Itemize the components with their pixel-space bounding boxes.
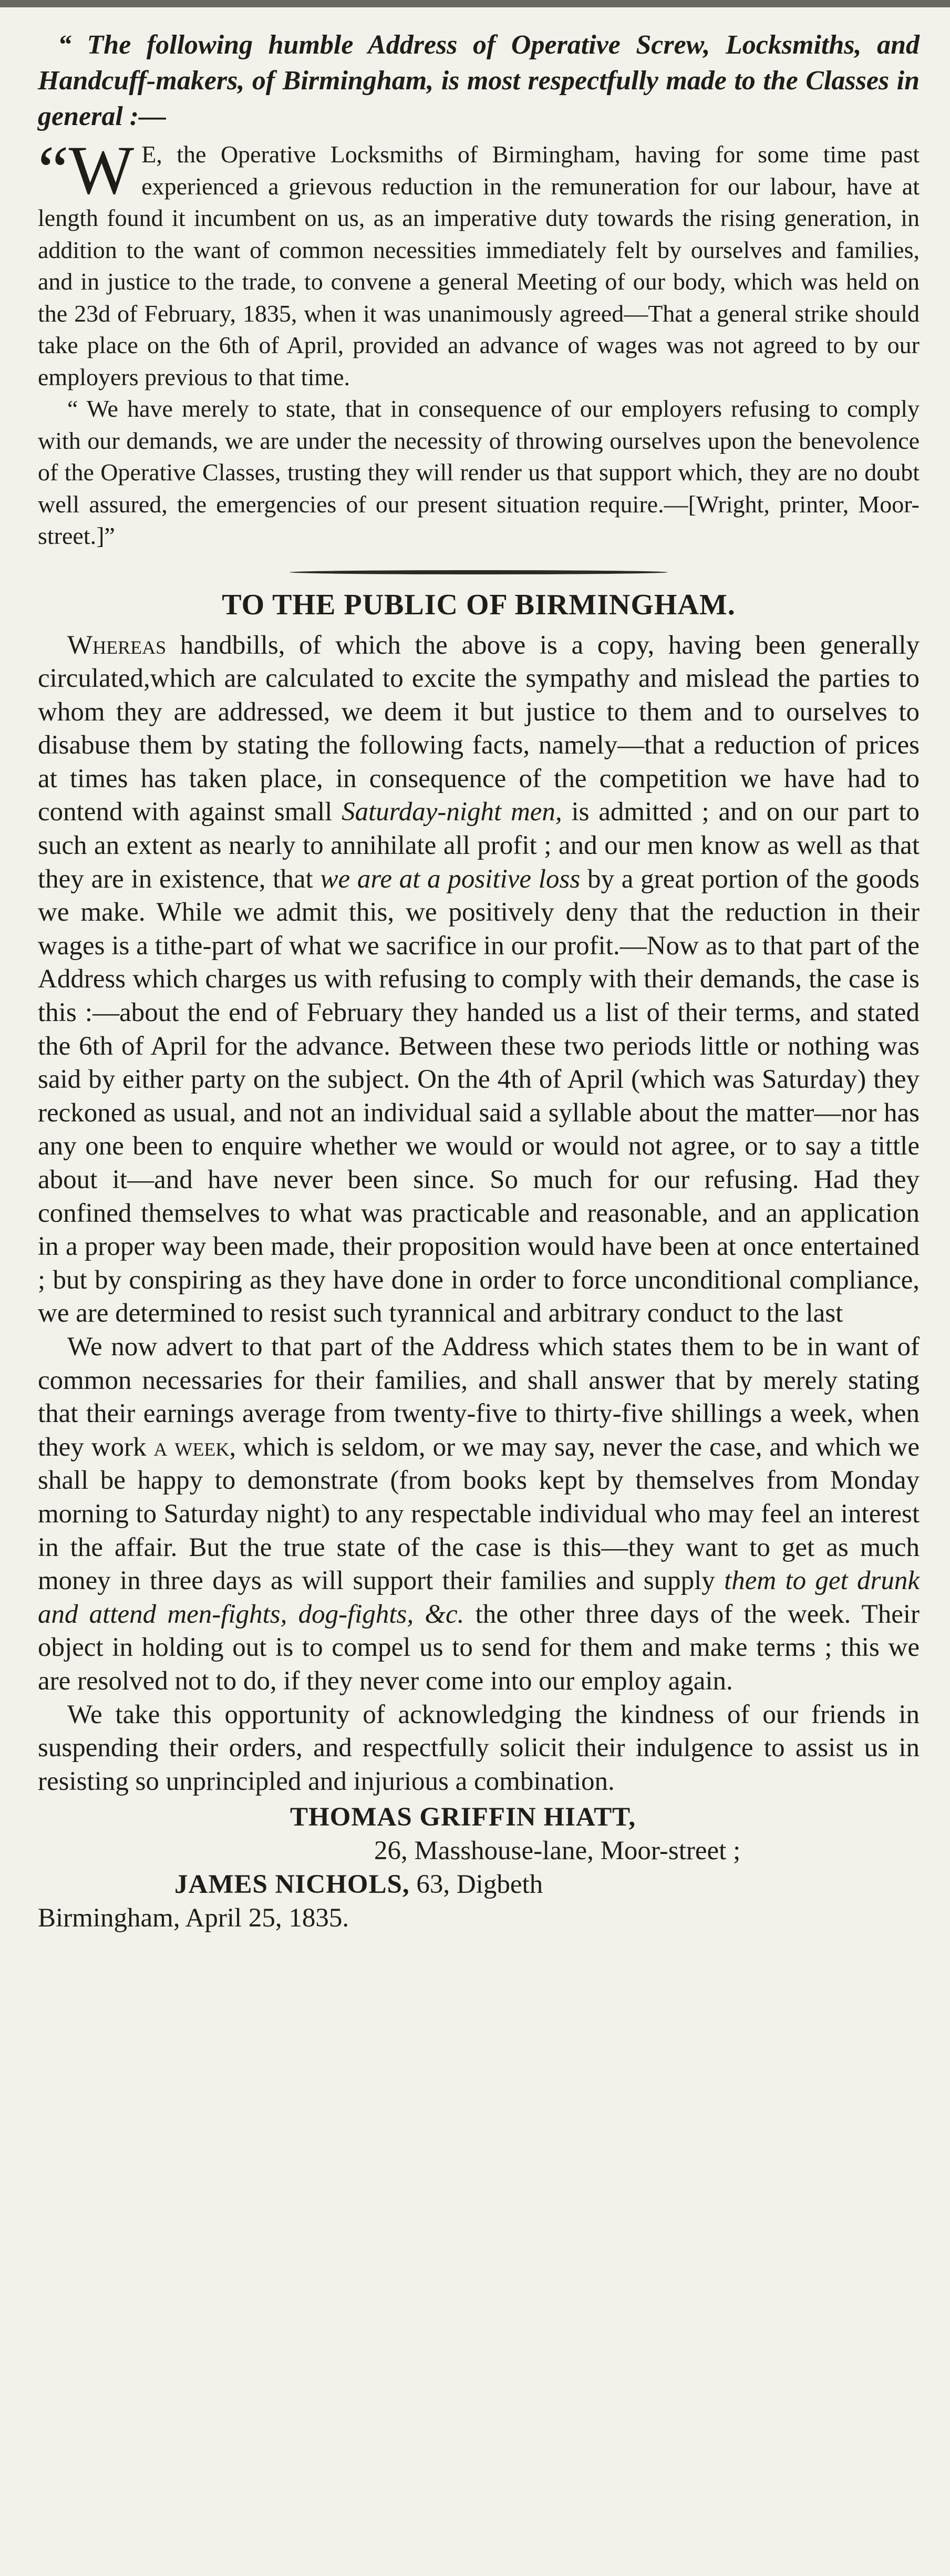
address-paragraph-1 — [38, 131, 920, 393]
italic-phrase-saturday-night-men: Saturday-night men, — [342, 797, 562, 827]
signatory-1-address: 26, Masshouse-lane, Moor-street ; — [374, 1836, 741, 1866]
address-paragraph-1-text: E, the Operative Locksmiths of Birmingham, having for some time past experienced a grievous reduction in the remuneration for our labour, have at length found it incumbent on us, as an imperative duty towards the rising generation, in addition to the want of common necessities immediately felt by ourselves and families, and in justice to the trade, to convene a general Meeting of our body, which was held on the 23d of February, 1835, when it was unanimously agreed—That a general strike should take place on the 6th of April, provided an advance of wages was not agreed to by our employers previous to that time. — [38, 141, 920, 390]
reply-paragraph-3: We take this opportunity of acknowledging the kindness of our friends in suspending their orders, and respectfully solicit their indulgence to assist us in resisting so unprincipled and injurious a combination. — [38, 1699, 920, 1796]
signatory-2-address: 63, Digbeth — [409, 1870, 543, 1900]
reply-paragraph-2 — [38, 1331, 920, 1698]
small-caps-a-week: a week — [153, 1432, 230, 1462]
signature-block — [38, 1800, 920, 1935]
reply-paragraph-2-text-b: , which is seldom, or we may say, never the case, and which we shall be happy to demonstrate (from books kept by themselves from Monday morning to Saturday night) to any respectable individual who may feel an interest in the affair. But the true state of the case is this—they want to get as much money in three days as will support their families and supply — [38, 1432, 920, 1596]
signatory-2-name: JAMES NICHOLS, — [174, 1870, 410, 1900]
signatory-2 — [38, 1868, 920, 1901]
reply-paragraph-1-text-b: is admitted ; and on our part to such an extent as nearly to annihilate all profit ; and our men know as well as that they are in existence, that — [38, 797, 920, 894]
address-paragraph-2: “ We have merely to state, that in consequence of our employers refusing to comply with our demands, we are under the necessity of throwing ourselves upon the benevolence of the Operative Classes, trusting they will render us that support which, they are no doubt well assured, the emergencies of our present situation require.—[Wright, printer, Moor-street.]” — [38, 395, 920, 549]
reply-body — [38, 629, 920, 1799]
reply-paragraph-2-text-c: the other three days of the week. Their object in holding out is to compel us to send for them and make terms ; this we are resolved not to do, if they never come into our employ again. — [38, 1599, 920, 1696]
address-heading: “ The following humble Address of Operative Screw, Locksmiths, and Handcuff-makers, of Birmingham, is most respectfully made to the Classes in general :— — [38, 30, 920, 131]
italic-phrase-drunk: them to get drunk and attend men-fights, dog-fights, &c. — [38, 1566, 920, 1629]
section-divider — [290, 570, 668, 574]
top-border — [0, 0, 950, 7]
reply-paragraph-1-text-a: handbills, of which the above is a copy, having been generally circulated,which are calculated to excite the sympathy and mislead the parties to whom they are addressed, we deem it but justice to them and to ourselves to disabuse them by stating the following facts, namely—that a reduction of prices at times has taken place, in consequence of the competition we have had to contend with against small — [38, 630, 920, 827]
reply-heading: TO THE PUBLIC OF BIRMINGHAM. — [222, 588, 736, 621]
place-and-date: Birmingham, April 25, 1835. — [38, 1903, 349, 1933]
masters-reply — [38, 586, 920, 1935]
open-quote: “ — [38, 131, 69, 209]
operatives-address — [38, 27, 920, 552]
address-body — [38, 131, 920, 552]
lead-word: Whereas — [67, 630, 167, 660]
signatory-1-name: THOMAS GRIFFIN HIATT, — [290, 1802, 636, 1832]
reply-paragraph-2-text-a: We now advert to that part of the Address which states them to be in want of common necessaries for their families, and shall answer that by merely stating that their earnings average from twenty-five to thirty-five shillings a week, when they work — [38, 1332, 920, 1462]
italic-phrase-positive-loss: we are at a positive loss — [320, 864, 581, 894]
reply-paragraph-1-text-c: by a great portion of the goods we make. While we admit this, we positively deny that the reduction in their wages is a tithe-part of what we sacrifice in our profit.—Now as to that part of the Address which charges us with refusing to comply with their demands, the case is this :—about the end of February they handed us a list of their terms, and stated the 6th of April for the advance. Between these two periods little or nothing was said by either party on the subject. On the 4th of April (which was Saturday) they reckoned as usual, and not an individual said a syllable about the matter—nor has any one been to enquire whether we would or would not agree, or to say a tittle about it—and have never been since. So much for our refusing. Had they confined themselves to what was practicable and reasonable, and an application in a proper way been made, their proposition would have been at once entertained ; but by conspiring as they have done in order to force unconditional compliance, we are determined to resist such tyrannical and arbitrary conduct to the last — [38, 864, 920, 1328]
drop-cap-letter: W — [68, 131, 135, 209]
drop-cap — [38, 131, 135, 209]
reply-paragraph-1 — [38, 629, 920, 1331]
